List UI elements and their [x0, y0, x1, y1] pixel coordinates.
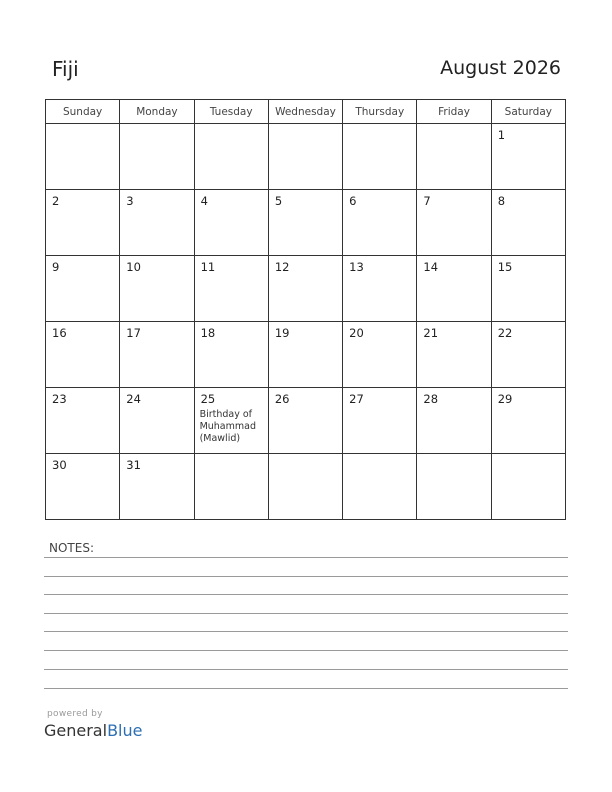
day-cell [46, 190, 120, 256]
week-row [46, 256, 566, 322]
day-cell [268, 454, 342, 520]
weekday-header: Monday [120, 100, 194, 124]
day-cell [46, 124, 120, 190]
day-number: 12 [274, 260, 290, 274]
day-cell [491, 190, 565, 256]
day-number: 29 [497, 392, 513, 406]
country-title: Fiji [52, 57, 79, 81]
day-cell [120, 190, 194, 256]
day-cell [417, 190, 491, 256]
day-cell [194, 388, 268, 454]
day-cell [417, 388, 491, 454]
day-number: 3 [126, 194, 134, 208]
day-number: 7 [423, 194, 431, 208]
notes-line [44, 631, 568, 632]
day-cell [194, 256, 268, 322]
day-number: 16 [52, 326, 67, 340]
day-cell [417, 124, 491, 190]
day-number: 25 [200, 392, 216, 406]
day-number: 27 [349, 392, 364, 406]
day-number: 23 [52, 392, 67, 406]
week-row [46, 124, 566, 190]
weekday-header: Thursday [343, 100, 417, 124]
notes-label: NOTES: [49, 541, 94, 555]
day-number: 6 [349, 194, 357, 208]
day-number: 11 [200, 260, 216, 274]
day-number: 1 [497, 128, 506, 142]
weekday-header: Tuesday [194, 100, 268, 124]
day-cell [343, 322, 417, 388]
weekday-header: Wednesday [268, 100, 342, 124]
day-number: 8 [497, 194, 506, 208]
day-cell [46, 388, 120, 454]
day-cell [491, 388, 565, 454]
day-cell [417, 256, 491, 322]
day-number: 21 [423, 326, 439, 340]
brand-name-blue: Blue [107, 721, 143, 740]
day-number: 22 [497, 326, 513, 340]
day-cell [120, 124, 194, 190]
day-cell [120, 256, 194, 322]
holiday-label: Birthday of Muhammad (Mawlid) [199, 408, 256, 444]
day-cell [194, 454, 268, 520]
weekday-header: Sunday [46, 100, 120, 124]
weekday-header: Friday [417, 100, 491, 124]
day-cell [343, 190, 417, 256]
day-number: 20 [349, 326, 364, 340]
week-row [46, 454, 566, 520]
day-number: 9 [52, 260, 60, 274]
day-cell [343, 454, 417, 520]
day-number: 10 [126, 260, 141, 274]
day-cell [268, 190, 342, 256]
day-cell [417, 454, 491, 520]
month-title: August 2026 [440, 57, 561, 79]
notes-line [44, 688, 568, 689]
day-cell [194, 322, 268, 388]
day-number: 26 [274, 392, 290, 406]
day-cell [491, 256, 565, 322]
day-cell [491, 322, 565, 388]
day-cell [343, 388, 417, 454]
day-number: 4 [200, 194, 208, 208]
week-row [46, 388, 566, 454]
day-number: 19 [274, 326, 290, 340]
day-cell [343, 256, 417, 322]
day-cell [120, 322, 194, 388]
day-cell [491, 454, 565, 520]
day-cell [417, 322, 491, 388]
day-cell [120, 388, 194, 454]
day-cell [120, 454, 194, 520]
day-number: 2 [52, 194, 60, 208]
day-cell [46, 322, 120, 388]
week-row [46, 322, 566, 388]
day-cell [46, 256, 120, 322]
day-cell [268, 124, 342, 190]
powered-by-text: powered by [47, 709, 103, 719]
weekday-header: Saturday [491, 100, 565, 124]
day-number: 24 [126, 392, 141, 406]
day-cell [46, 454, 120, 520]
day-cell [268, 256, 342, 322]
day-number: 28 [423, 392, 439, 406]
brand-logo [44, 721, 142, 740]
notes-line [44, 669, 568, 670]
day-cell [194, 190, 268, 256]
weekday-header-row [46, 100, 566, 124]
week-row [46, 190, 566, 256]
day-number: 18 [200, 326, 216, 340]
day-cell [268, 388, 342, 454]
day-cell [268, 322, 342, 388]
brand-name-general: General [44, 721, 108, 740]
day-number: 13 [349, 260, 364, 274]
day-number: 30 [52, 458, 67, 472]
day-number: 5 [274, 194, 283, 208]
notes-line [44, 613, 568, 614]
notes-line [44, 594, 568, 595]
notes-line [44, 576, 568, 577]
notes-line [44, 557, 568, 558]
day-cell [343, 124, 417, 190]
day-number: 15 [497, 260, 513, 274]
calendar-grid [45, 99, 566, 520]
day-number: 31 [126, 458, 141, 472]
notes-line [44, 650, 568, 651]
day-number: 14 [423, 260, 439, 274]
day-cell [194, 124, 268, 190]
day-cell [491, 124, 565, 190]
day-number: 17 [126, 326, 141, 340]
